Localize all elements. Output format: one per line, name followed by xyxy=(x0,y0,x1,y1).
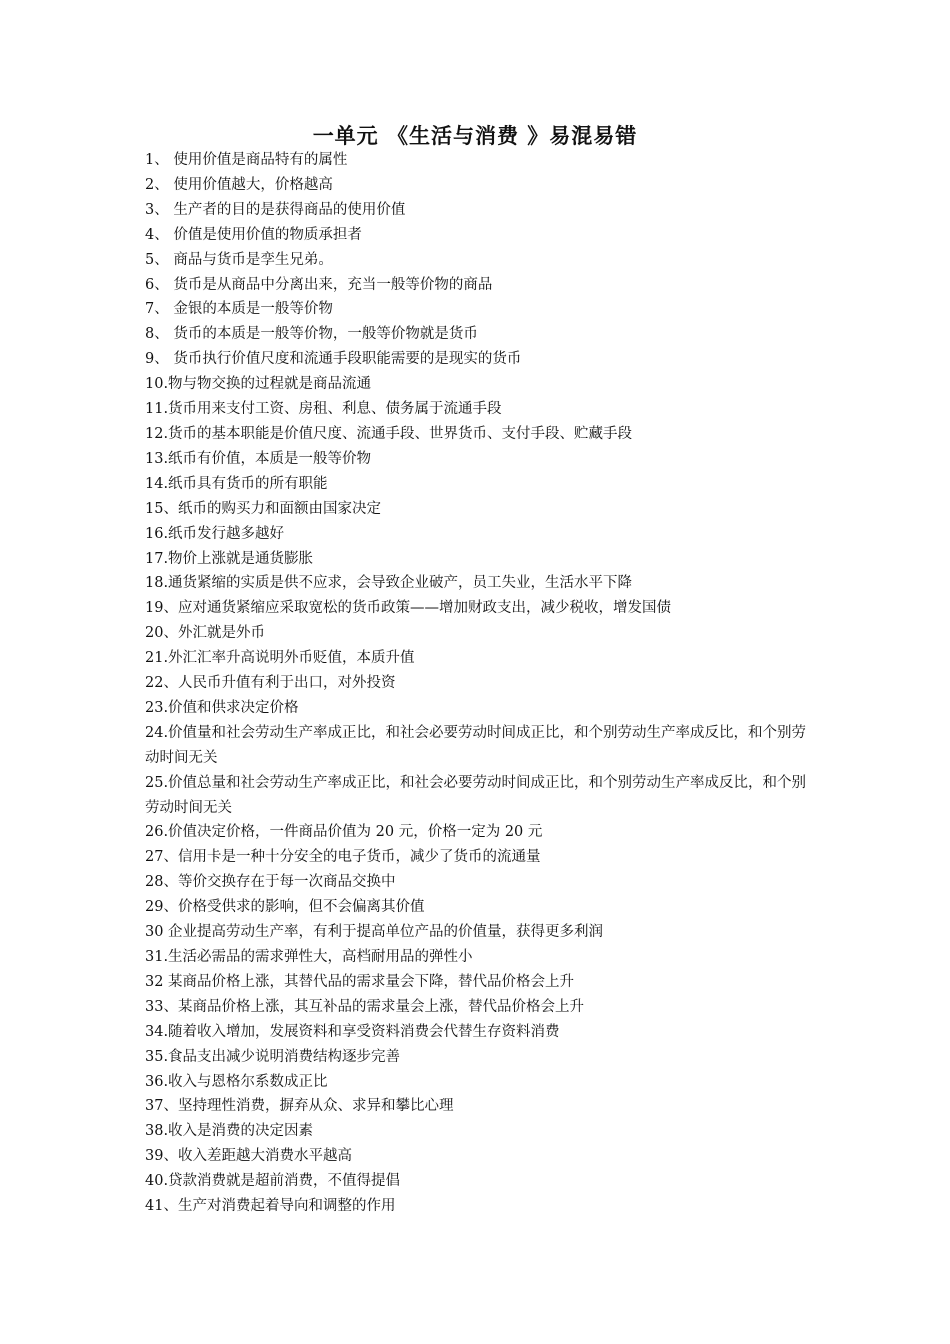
list-item: 9、 货币执行价值尺度和流通手段职能需要的是现实的货币 xyxy=(145,351,522,368)
list-item: 23.价值和供求决定价格 xyxy=(145,699,299,716)
list-item: 27、信用卡是一种十分安全的电子货币，减少了货币的流通量 xyxy=(145,849,541,866)
list-item: 30 企业提高劳动生产率，有利于提高单位产品的价值量，获得更多利润 xyxy=(145,924,604,941)
list-item: 20、外汇就是外币 xyxy=(145,625,265,642)
list-item: 2、 使用价值越大，价格越高 xyxy=(145,176,333,193)
list-item: 25.价值总量和社会劳动生产率成正比，和社会必要劳动时间成正比，和个别劳动生产率成反比，和个别劳动时间无关 xyxy=(145,774,807,816)
list-item: 24.价值量和社会劳动生产率成正比，和社会必要劳动时间成正比，和个别劳动生产率成反比，和个别劳动时间无关 xyxy=(145,724,807,766)
list-item: 12.货币的基本职能是价值尺度、流通手段、世界货币、支付手段、贮藏手段 xyxy=(145,425,633,442)
list-item: 28、等价交换存在于每一次商品交换中 xyxy=(145,874,396,891)
list-item: 31.生活必需品的需求弹性大，高档耐用品的弹性小 xyxy=(145,949,473,965)
list-item: 4、 价值是使用价值的物质承担者 xyxy=(145,226,362,243)
list-item: 17.物价上涨就是通货膨胀 xyxy=(145,550,314,567)
list-item: 35.食品支出减少说明消费结构逐步完善 xyxy=(145,1048,401,1065)
list-item: 39、收入差距越大消费水平越高 xyxy=(145,1148,352,1165)
list-item: 40.贷款消费就是超前消费，不值得提倡 xyxy=(145,1173,401,1190)
list-item: 36.收入与恩格尔系数成正比 xyxy=(145,1073,328,1090)
list-item: 15、纸币的购买力和面额由国家决定 xyxy=(145,500,381,517)
list-item: 37、坚持理性消费，摒弃从众、求异和攀比心理 xyxy=(145,1098,454,1115)
list-item: 32 某商品价格上涨，其替代品的需求量会下降，替代品价格会上升 xyxy=(145,973,575,990)
statement-list xyxy=(145,148,820,1219)
list-item: 33、某商品价格上涨，其互补品的需求量会上涨，替代品价格会上升 xyxy=(145,998,584,1015)
list-item: 34.随着收入增加，发展资料和享受资料消费会代替生存资料消费 xyxy=(145,1023,560,1040)
list-item: 18.通货紧缩的实质是供不应求，会导致企业破产，员工失业，生活水平下降 xyxy=(145,575,633,592)
list-item: 8、 货币的本质是一般等价物，一般等价物就是货币 xyxy=(145,326,478,343)
list-item: 16.纸币发行越多越好 xyxy=(145,525,285,542)
list-item: 13.纸币有价值，本质是一般等价物 xyxy=(145,450,372,467)
list-item: 7、 金银的本质是一般等价物 xyxy=(145,301,333,318)
list-item: 26.价值决定价格，一件商品价值为 20 元，价格一定为 20 元 xyxy=(145,824,543,841)
list-item: 1、 使用价值是商品特有的属性 xyxy=(145,152,348,168)
document-title: 一单元 《生活与消费 》易混易错 xyxy=(312,123,638,148)
list-item: 22、人民币升值有利于出口，对外投资 xyxy=(145,675,396,692)
list-item: 11.货币用来支付工资、房租、利息、债务属于流通手段 xyxy=(145,401,502,418)
list-item: 38.收入是消费的决定因素 xyxy=(145,1123,314,1140)
list-item: 14.纸币具有货币的所有职能 xyxy=(145,475,328,492)
list-item: 6、 货币是从商品中分离出来，充当一般等价物的商品 xyxy=(145,276,493,293)
list-item: 10.物与物交换的过程就是商品流通 xyxy=(145,376,372,393)
list-item: 19、应对通货紧缩应采取宽松的货币政策——增加财政支出，减少税收，增发国债 xyxy=(145,600,671,617)
list-item: 5、 商品与货币是孪生兄弟。 xyxy=(145,251,333,268)
list-item: 21.外汇汇率升高说明外币贬值，本质升值 xyxy=(145,650,415,667)
list-item: 29、价格受供求的影响，但不会偏离其价值 xyxy=(145,899,425,916)
list-item: 3、 生产者的目的是获得商品的使用价值 xyxy=(145,201,406,218)
list-item: 41、生产对消费起着导向和调整的作用 xyxy=(145,1198,396,1215)
